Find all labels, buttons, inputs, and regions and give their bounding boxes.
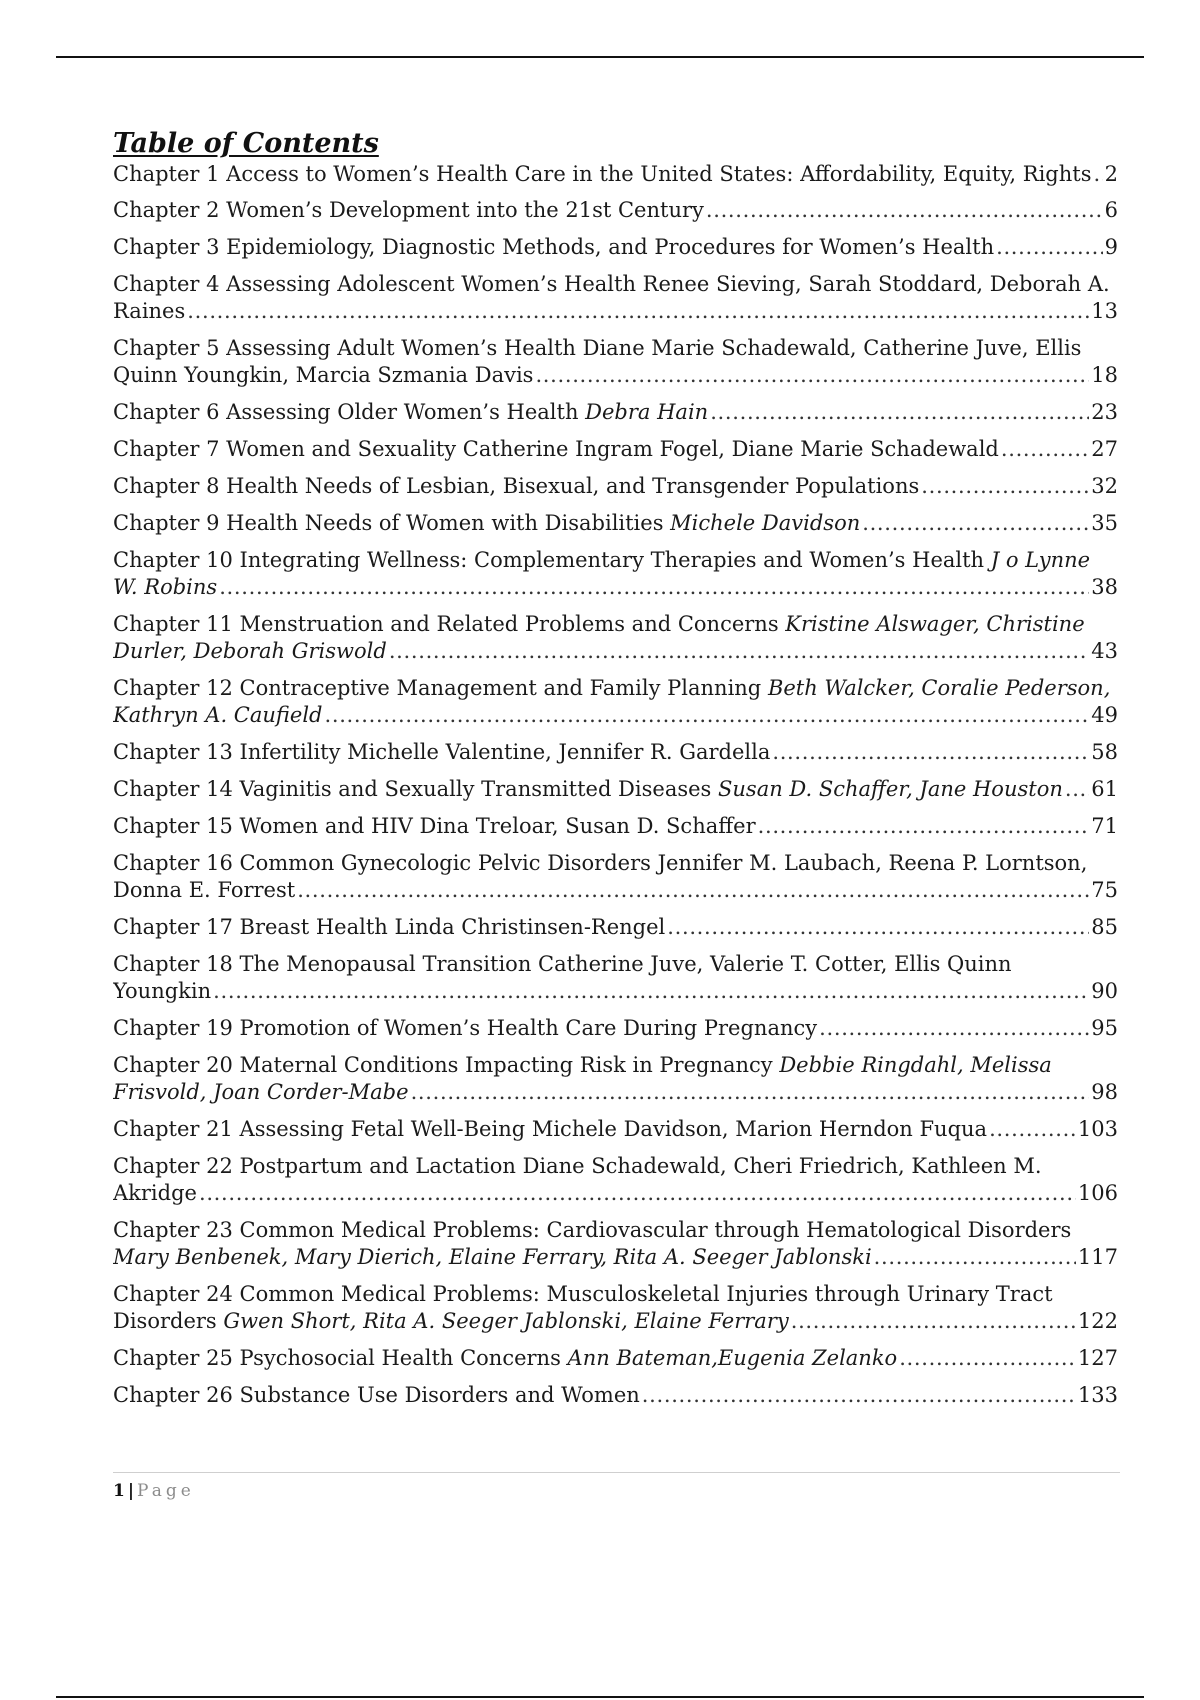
toc-entry[interactable] [113,473,1118,500]
toc-entry-text: Donna E. Forrest [113,878,296,902]
toc-entry[interactable] [113,1382,1118,1409]
dot-leader [1065,776,1089,803]
dot-leader [791,1308,1076,1335]
page-footer [113,1480,195,1502]
footer-rule [113,1472,1120,1473]
toc-page-number: 35 [1091,511,1118,535]
toc-page-number: 103 [1077,1117,1118,1141]
toc-title: Table of Contents [113,128,379,159]
toc-entry[interactable] [113,776,1118,803]
dot-leader [1093,161,1102,188]
toc-entry-text: Chapter 23 Common Medical Problems: Cardiovascular through Hematological Disorders [113,1218,1072,1242]
toc-page-number: 95 [1091,1016,1118,1040]
toc-page-number: 117 [1077,1245,1118,1269]
toc-entry-author: Frisvold, Joan Corder-Mabe [113,1080,409,1104]
toc-entry-author: Durler, Deborah Griswold [113,639,387,663]
toc-entry-text: Chapter 1 Access to Women’s Health Care in the United States: Affordability, Equity, Rights [113,162,1092,186]
toc-entry[interactable] [113,914,1118,941]
toc-entry[interactable] [113,813,1118,840]
toc-entry-text: Chapter 8 Health Needs of Lesbian, Bisexual, and Transgender Populations [113,474,920,498]
toc-entry-text: Chapter 13 Infertility Michelle Valentine, Jennifer R. Gardella [113,740,771,764]
dot-leader [199,1180,1076,1207]
toc-entry-author: Ann Bateman,Eugenia Zelanko [567,1346,898,1370]
toc-entry-text: Chapter 11 Menstruation and Related Problems and Concerns [113,612,786,636]
toc-entry[interactable] [113,739,1118,766]
toc-entry-text: Chapter 7 Women and Sexuality Catherine Ingram Fogel, Diane Marie Schadewald [113,437,999,461]
toc-entry-author: J o Lynne [990,548,1091,572]
toc-entry-text: Chapter 15 Women and HIV Dina Treloar, Susan D. Schaffer [113,814,756,838]
dot-leader [874,1244,1076,1271]
toc-entry-text: Chapter 18 The Menopausal Transition Catherine Juve, Valerie T. Cotter, Ellis Quinn [113,952,1012,976]
dot-leader [772,739,1089,766]
toc-entry-author: Beth Walcker, Coralie Pederson, [767,676,1111,700]
dot-leader [389,638,1089,665]
toc-entry-author: Kathryn A. Caufield [113,703,323,727]
toc-list [113,161,1118,1409]
toc-entry[interactable] [113,1116,1118,1143]
toc-page-number: 85 [1091,915,1118,939]
toc-entry[interactable] [113,197,1118,224]
toc-entry-text: Chapter 5 Assessing Adult Women’s Health Diane Marie Schadewald, Catherine Juve, Ellis [113,336,1082,360]
toc-page-number: 9 [1104,235,1118,259]
toc-entry-author: W. Robins [113,575,218,599]
toc-page-number: 49 [1091,703,1118,727]
toc-entry[interactable] [113,161,1118,188]
toc-entry-text: Akridge [113,1181,197,1205]
toc-entry[interactable] [113,1052,1118,1106]
dot-leader [921,473,1089,500]
toc-entry[interactable] [113,1281,1118,1335]
dot-leader [710,399,1089,426]
toc-page-number: 32 [1091,474,1118,498]
toc-entry-text: Chapter 6 Assessing Older Women’s Health [113,400,586,424]
dot-leader [219,574,1089,601]
dot-leader [758,813,1090,840]
dot-leader [1001,436,1089,463]
toc-page-number: 2 [1104,162,1118,186]
toc-entry[interactable] [113,1015,1118,1042]
toc-entry-text: Chapter 21 Assessing Fetal Well-Being Michele Davidson, Marion Herndon Fuqua [113,1117,988,1141]
toc-entry-author: Susan D. Schaffer, Jane Houston [718,777,1063,801]
toc-page-number: 133 [1077,1383,1118,1407]
toc-page-number: 106 [1077,1181,1118,1205]
toc-entry-text: Chapter 17 Breast Health Linda Christinsen-Rengel [113,915,666,939]
toc-page-number: 122 [1077,1309,1118,1333]
footer-page-word: Page [137,1481,195,1501]
toc-entry[interactable] [113,335,1118,389]
toc-entry-text: Chapter 9 Health Needs of Women with Disabilities [113,511,671,535]
top-rule [56,56,1144,58]
dot-leader [899,1345,1076,1372]
footer-page-number: 1 [113,1481,125,1501]
toc-entry[interactable] [113,1153,1118,1207]
toc-entry-text: Chapter 20 Maternal Conditions Impacting Risk in Pregnancy [113,1053,780,1077]
toc-page-number: 6 [1104,198,1118,222]
dot-leader [989,1116,1076,1143]
toc-entry-text: Chapter 2 Women’s Development into the 21st Century [113,198,704,222]
toc-entry-text: Chapter 22 Postpartum and Lactation Diane Schadewald, Cheri Friedrich, Kathleen M. [113,1154,1042,1178]
toc-entry-author: Gwen Short, Rita A. Seeger Jablonski, Elaine Ferrary [223,1309,789,1333]
toc-page-number: 13 [1091,299,1118,323]
toc-entry-author: Michele Davidson [670,511,861,535]
toc-page-number: 43 [1091,639,1118,663]
toc-entry-text: Raines [113,299,186,323]
dot-leader [706,197,1103,224]
toc-entry[interactable] [113,510,1118,537]
dot-leader [667,914,1089,941]
toc-page-number: 98 [1091,1080,1118,1104]
dot-leader [297,877,1089,904]
toc-page-number: 18 [1091,363,1118,387]
toc-entry[interactable] [113,1345,1118,1372]
toc-entry[interactable] [113,234,1118,261]
toc-page-number: 75 [1091,878,1118,902]
toc-page-number: 58 [1091,740,1118,764]
toc-entry-author: Kristine Alswager, Christine [785,612,1085,636]
toc-entry-text: Chapter 19 Promotion of Women’s Health Care During Pregnancy [113,1016,818,1040]
toc-container [113,128,1118,1419]
toc-page-number: 61 [1091,777,1118,801]
bottom-rule [56,1696,1144,1698]
toc-entry-text: Chapter 4 Assessing Adolescent Women’s Health Renee Sieving, Sarah Stoddard, Deborah A. [113,272,1110,296]
toc-entry-text: Chapter 24 Common Medical Problems: Musculoskeletal Injuries through Urinary Tract [113,1282,1053,1306]
toc-entry-text: Chapter 14 Vaginitis and Sexually Transmitted Diseases [113,777,718,801]
toc-entry-text: Chapter 25 Psychosocial Health Concerns [113,1346,568,1370]
dot-leader [862,510,1089,537]
toc-entry[interactable] [113,1217,1118,1271]
toc-entry-text: Chapter 3 Epidemiology, Diagnostic Methods, and Procedures for Women’s Health [113,235,995,259]
toc-page-number: 23 [1091,400,1118,424]
toc-entry[interactable] [113,436,1118,463]
toc-page-number: 27 [1091,437,1118,461]
toc-entry-text: Youngkin [113,979,212,1003]
dot-leader [187,298,1089,325]
toc-entry-text: Quinn Youngkin, Marcia Szmania Davis [113,363,534,387]
toc-entry[interactable] [113,271,1118,325]
dot-leader [642,1382,1076,1409]
toc-entry-text: Chapter 10 Integrating Wellness: Complementary Therapies and Women’s Health [113,548,991,572]
dot-leader [996,234,1103,261]
toc-entry[interactable] [113,675,1118,729]
toc-entry-author: Debbie Ringdahl, Melissa [779,1053,1052,1077]
toc-page-number: 71 [1091,814,1118,838]
toc-entry-author: Mary Benbenek, Mary Dierich, Elaine Ferrary, Rita A. Seeger Jablonski [113,1245,872,1269]
toc-page-number: 90 [1091,979,1118,1003]
toc-entry[interactable] [113,951,1118,1005]
toc-entry[interactable] [113,547,1118,601]
toc-entry-text: Chapter 12 Contraceptive Management and Family Planning [113,676,768,700]
toc-page-number: 38 [1091,575,1118,599]
toc-entry-text: Disorders [113,1309,224,1333]
toc-entry[interactable] [113,850,1118,904]
toc-entry-text: Chapter 26 Substance Use Disorders and Women [113,1383,640,1407]
toc-entry-author: Debra Hain [585,400,709,424]
toc-entry[interactable] [113,399,1118,426]
toc-page-number: 127 [1077,1346,1118,1370]
dot-leader [535,362,1089,389]
dot-leader [325,702,1090,729]
footer-separator: | [127,1481,135,1501]
toc-entry-text: Chapter 16 Common Gynecologic Pelvic Disorders Jennifer M. Laubach, Reena P. Lorntson, [113,851,1088,875]
dot-leader [819,1015,1089,1042]
toc-entry[interactable] [113,611,1118,665]
dot-leader [213,978,1089,1005]
dot-leader [411,1079,1090,1106]
